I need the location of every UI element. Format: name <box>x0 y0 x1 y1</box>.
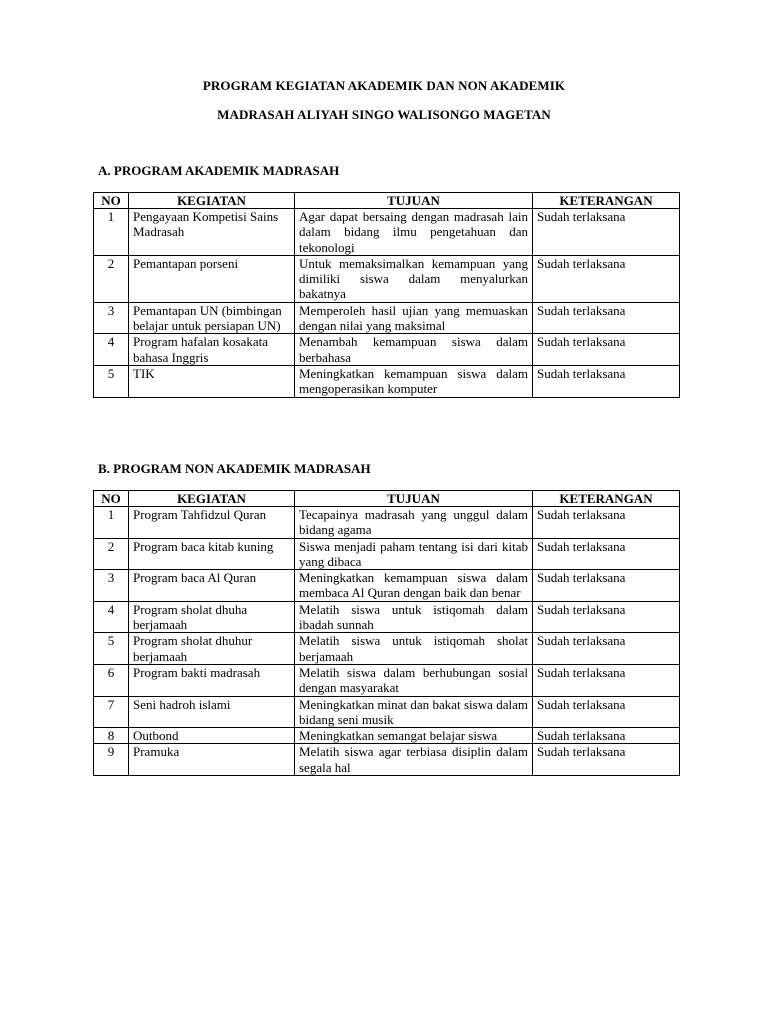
table-header-row <box>94 491 680 507</box>
table-row <box>94 696 680 728</box>
column-header-no: NO <box>94 193 129 209</box>
cell-keterangan: Sudah terlaksana <box>533 633 680 665</box>
column-header-no: NO <box>94 491 129 507</box>
cell-keterangan: Sudah terlaksana <box>533 302 680 334</box>
table-row <box>94 538 680 570</box>
cell-keterangan: Sudah terlaksana <box>533 507 680 539</box>
cell-tujuan: Melatih siswa untuk istiqomah sholat berjamaah <box>295 633 533 665</box>
column-header-keterangan: KETERANGAN <box>533 193 680 209</box>
table-row <box>94 728 680 744</box>
cell-keterangan: Sudah terlaksana <box>533 209 680 256</box>
table-row <box>94 255 680 302</box>
cell-keterangan: Sudah terlaksana <box>533 728 680 744</box>
cell-no: 3 <box>94 570 129 602</box>
cell-tujuan: Tecapainya madrasah yang unggul dalam bidang agama <box>295 507 533 539</box>
table-row <box>94 570 680 602</box>
column-header-tujuan: TUJUAN <box>295 193 533 209</box>
cell-kegiatan: Program sholat dhuhur berjamaah <box>129 633 295 665</box>
cell-kegiatan: Program hafalan kosakata bahasa Inggris <box>129 334 295 366</box>
section-a-heading: A. PROGRAM AKADEMIK MADRASAH <box>98 163 340 178</box>
cell-kegiatan: Program bakti madrasah <box>129 664 295 696</box>
cell-no: 2 <box>94 255 129 302</box>
cell-keterangan: Sudah terlaksana <box>533 744 680 776</box>
cell-kegiatan: Pemantapan porseni <box>129 255 295 302</box>
cell-kegiatan: TIK <box>129 365 295 397</box>
cell-tujuan: Memperoleh hasil ujian yang memuaskan dengan nilai yang maksimal <box>295 302 533 334</box>
cell-no: 8 <box>94 728 129 744</box>
document-title: PROGRAM KEGIATAN AKADEMIK DAN NON AKADEMIK <box>202 78 566 93</box>
cell-tujuan: Melatih siswa dalam berhubungan sosial dengan masyarakat <box>295 664 533 696</box>
cell-tujuan: Meningkatkan semangat belajar siswa <box>295 728 533 744</box>
cell-keterangan: Sudah terlaksana <box>533 601 680 633</box>
table-row <box>94 334 680 366</box>
cell-tujuan: Agar dapat bersaing dengan madrasah lain dalam bidang ilmu pengetahuan dan tekonologi <box>295 209 533 256</box>
table-row <box>94 744 680 776</box>
cell-no: 5 <box>94 365 129 397</box>
cell-no: 4 <box>94 601 129 633</box>
cell-no: 6 <box>94 664 129 696</box>
cell-no: 7 <box>94 696 129 728</box>
cell-keterangan: Sudah terlaksana <box>533 255 680 302</box>
cell-tujuan: Melatih siswa untuk istiqomah dalam ibadah sunnah <box>295 601 533 633</box>
table-row <box>94 633 680 665</box>
cell-no: 9 <box>94 744 129 776</box>
column-header-keterangan: KETERANGAN <box>533 491 680 507</box>
cell-kegiatan: Seni hadroh islami <box>129 696 295 728</box>
table-row <box>94 365 680 397</box>
table-row <box>94 209 680 256</box>
cell-keterangan: Sudah terlaksana <box>533 664 680 696</box>
non-academic-program-table <box>93 490 680 776</box>
cell-no: 2 <box>94 538 129 570</box>
cell-no: 1 <box>94 209 129 256</box>
cell-kegiatan: Pramuka <box>129 744 295 776</box>
cell-keterangan: Sudah terlaksana <box>533 570 680 602</box>
cell-keterangan: Sudah terlaksana <box>533 334 680 366</box>
cell-keterangan: Sudah terlaksana <box>533 365 680 397</box>
cell-kegiatan: Program Tahfidzul Quran <box>129 507 295 539</box>
cell-kegiatan: Program sholat dhuha berjamaah <box>129 601 295 633</box>
cell-no: 3 <box>94 302 129 334</box>
column-header-kegiatan: KEGIATAN <box>129 491 295 507</box>
column-header-kegiatan: KEGIATAN <box>129 193 295 209</box>
table-row <box>94 302 680 334</box>
cell-kegiatan: Program baca kitab kuning <box>129 538 295 570</box>
table-row <box>94 664 680 696</box>
cell-kegiatan: Pengayaan Kompetisi Sains Madrasah <box>129 209 295 256</box>
table-header-row <box>94 193 680 209</box>
table-row <box>94 601 680 633</box>
cell-kegiatan: Pemantapan UN (bimbingan belajar untuk persiapan UN) <box>129 302 295 334</box>
cell-tujuan: Meningkatkan kemampuan siswa dalam membaca Al Quran dengan baik dan benar <box>295 570 533 602</box>
cell-kegiatan: Program baca Al Quran <box>129 570 295 602</box>
cell-no: 1 <box>94 507 129 539</box>
cell-kegiatan: Outbond <box>129 728 295 744</box>
cell-tujuan: Siswa menjadi paham tentang isi dari kitab yang dibaca <box>295 538 533 570</box>
cell-tujuan: Menambah kemampuan siswa dalam berbahasa <box>295 334 533 366</box>
cell-keterangan: Sudah terlaksana <box>533 696 680 728</box>
cell-keterangan: Sudah terlaksana <box>533 538 680 570</box>
column-header-tujuan: TUJUAN <box>295 491 533 507</box>
cell-tujuan: Untuk memaksimalkan kemampuan yang dimiliki siswa dalam menyalurkan bakatnya <box>295 255 533 302</box>
section-b-heading: B. PROGRAM NON AKADEMIK MADRASAH <box>98 461 371 476</box>
cell-tujuan: Meningkatkan kemampuan siswa dalam mengoperasikan komputer <box>295 365 533 397</box>
academic-program-table <box>93 192 680 398</box>
document-subtitle: MADRASAH ALIYAH SINGO WALISONGO MAGETAN <box>217 107 551 122</box>
cell-no: 4 <box>94 334 129 366</box>
table-row <box>94 507 680 539</box>
cell-no: 5 <box>94 633 129 665</box>
cell-tujuan: Melatih siswa agar terbiasa disiplin dalam segala hal <box>295 744 533 776</box>
cell-tujuan: Meningkatkan minat dan bakat siswa dalam bidang seni musik <box>295 696 533 728</box>
